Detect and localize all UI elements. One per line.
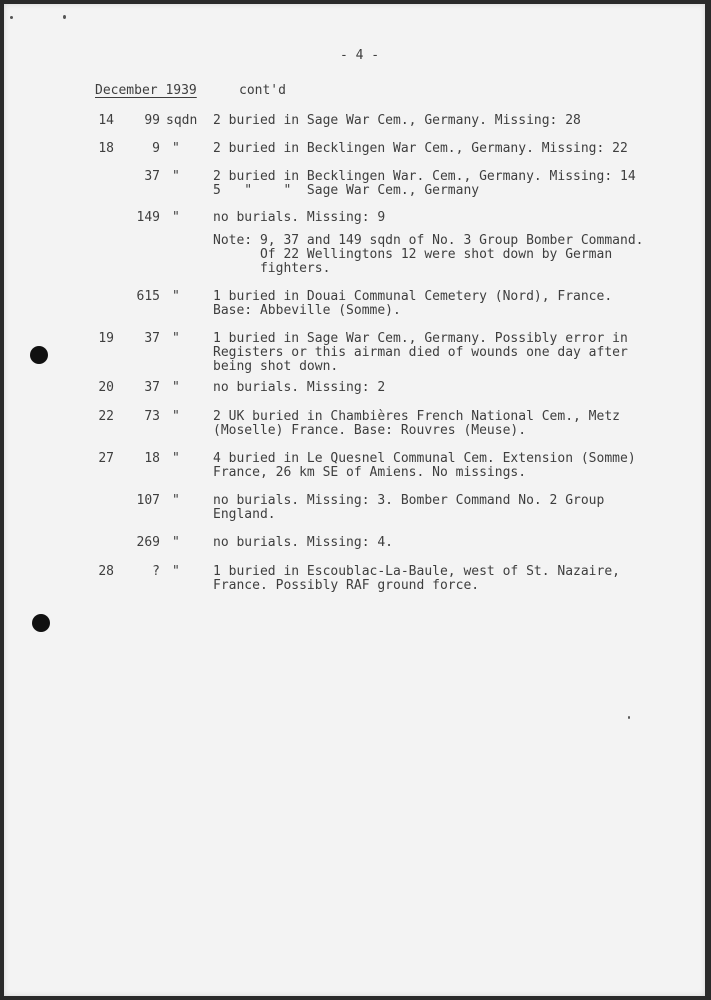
note-line: Note: 9, 37 and 149 sqdn of No. 3 Group Bomber Command. [213, 233, 644, 248]
entry-unit: " [172, 169, 180, 184]
entry-day: 14 [98, 113, 114, 128]
entry-unit: " [172, 535, 180, 550]
speck-mark [628, 716, 630, 719]
entry-squadron: 37 [144, 380, 160, 395]
entry-line: Registers or this airman died of wounds one day after [213, 345, 628, 360]
entry-day: 28 [98, 564, 114, 579]
entry-squadron: 18 [144, 451, 160, 466]
entry-line: 1 buried in Escoublac-La-Baule, west of St. Nazaire, [213, 564, 620, 579]
page-number: - 4 - [340, 48, 380, 63]
note-line: Of 22 Wellingtons 12 were shot down by German [213, 247, 613, 262]
entry-unit: " [172, 331, 180, 346]
entry-squadron: 615 [136, 289, 160, 304]
section-month: December 1939 [95, 83, 197, 98]
entry-squadron: ? [152, 564, 160, 579]
entry-line: 4 buried in Le Quesnel Communal Cem. Extension (Somme) [213, 451, 636, 466]
entry-line: 2 buried in Becklingen War Cem., Germany. Missing: 22 [213, 141, 628, 156]
entry-unit: sqdn [166, 113, 198, 128]
entry-line: 2 UK buried in Chambières French National Cem., Metz [213, 409, 620, 424]
entry-unit: " [172, 380, 180, 395]
entry-line: no burials. Missing: 9 [213, 210, 386, 225]
entry-squadron: 73 [144, 409, 160, 424]
entry-unit: " [172, 141, 180, 156]
entry-line: no burials. Missing: 4. [213, 535, 394, 550]
entry-day: 18 [98, 141, 114, 156]
entry-day: 19 [98, 331, 114, 346]
entry-unit: " [172, 451, 180, 466]
entry-line: 1 buried in Sage War Cem., Germany. Possibly error in [213, 331, 628, 346]
entry-unit: " [172, 210, 180, 225]
entry-squadron: 37 [144, 169, 160, 184]
punch-hole [32, 614, 50, 632]
entry-line: England. [213, 507, 276, 522]
continued-label: cont'd [239, 83, 286, 98]
entry-unit: " [172, 493, 180, 508]
entry-day: 27 [98, 451, 114, 466]
entry-line: 2 buried in Sage War Cem., Germany. Missing: 28 [213, 113, 581, 128]
entry-line: no burials. Missing: 3. Bomber Command No. 2 Group [213, 493, 605, 508]
entry-line: (Moselle) France. Base: Rouvres (Meuse). [213, 423, 527, 438]
entry-squadron: 37 [144, 331, 160, 346]
speck-mark [10, 16, 13, 19]
entry-line: 2 buried in Becklingen War. Cem., Germany. Missing: 14 [213, 169, 636, 184]
entry-squadron: 269 [136, 535, 160, 550]
entry-line: being shot down. [213, 359, 339, 374]
entry-unit: " [172, 409, 180, 424]
entry-line: France, 26 km SE of Amiens. No missings. [213, 465, 527, 480]
entry-unit: " [172, 289, 180, 304]
entry-day: 20 [98, 380, 114, 395]
entry-unit: " [172, 564, 180, 579]
entry-line: 1 buried in Douai Communal Cemetery (Nord), France. [213, 289, 613, 304]
entry-line: France. Possibly RAF ground force. [213, 578, 480, 593]
entry-squadron: 149 [136, 210, 160, 225]
entry-line: 5 " " Sage War Cem., Germany [213, 183, 480, 198]
note-line: fighters. [213, 261, 331, 276]
entry-squadron: 9 [152, 141, 160, 156]
entry-day: 22 [98, 409, 114, 424]
entry-line: Base: Abbeville (Somme). [213, 303, 401, 318]
entry-line: no burials. Missing: 2 [213, 380, 386, 395]
entry-squadron: 99 [144, 113, 160, 128]
speck-mark [63, 15, 66, 19]
typed-page [4, 4, 705, 996]
entry-squadron: 107 [136, 493, 160, 508]
punch-hole [30, 346, 48, 364]
